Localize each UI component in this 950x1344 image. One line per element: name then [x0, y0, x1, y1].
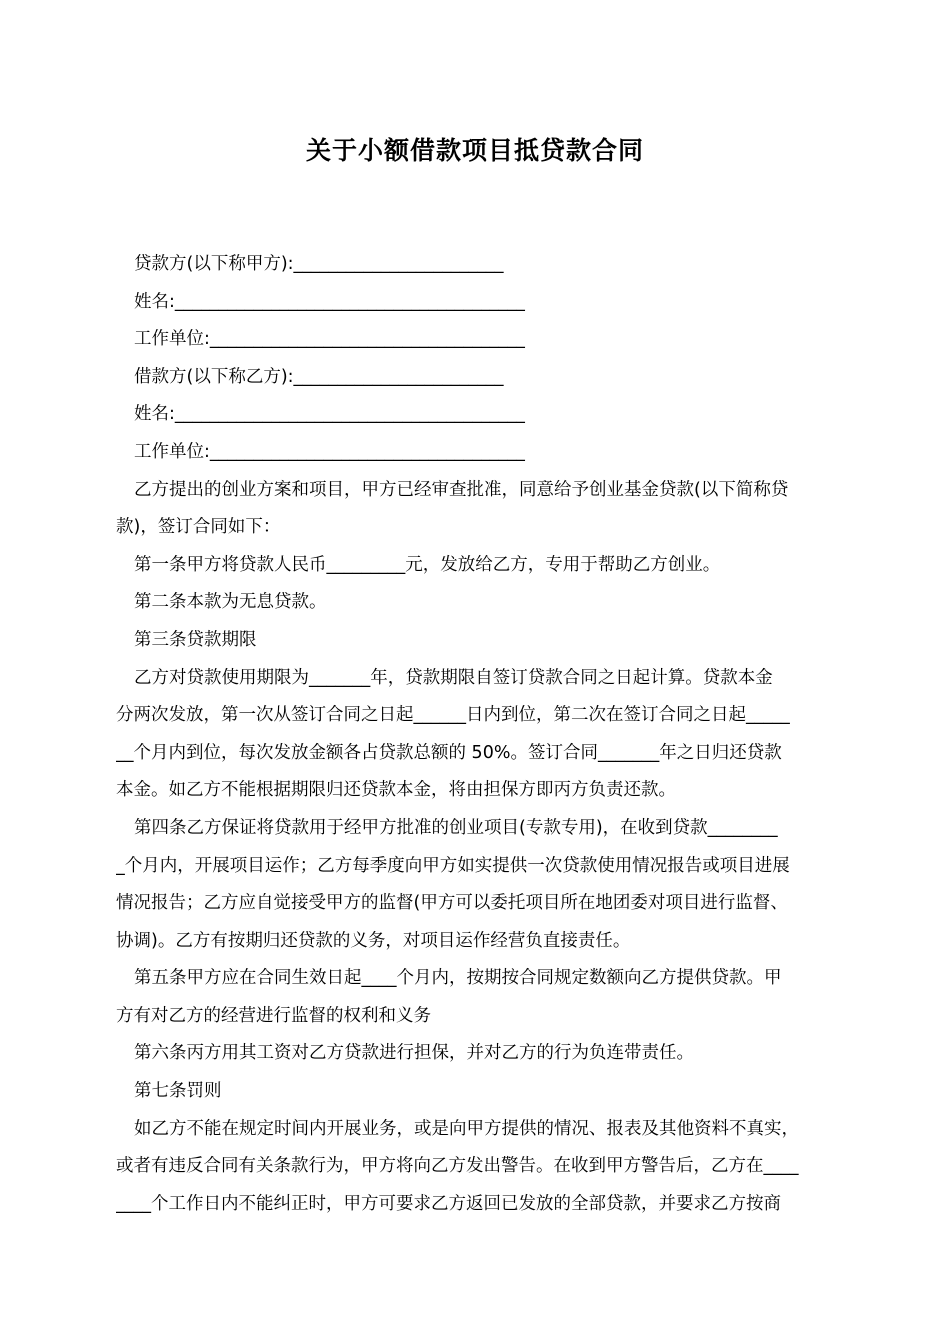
- lender-party-line: 贷款方(以下称甲方):________________________: [134, 254, 504, 274]
- paragraph-line: 协调)。乙方有按期归还贷款的义务，对项目运作经营负直接责任。: [116, 930, 631, 951]
- borrower-name-line: 姓名:________________________________________: [134, 404, 525, 425]
- borrower-party-line: 借款方(以下称乙方):________________________: [134, 366, 504, 387]
- document-body: [116, 246, 838, 1223]
- paragraph-line: __个月内到位，每次发放金额各占贷款总额的 50%。签订合同_______年之日归还贷款: [116, 742, 782, 763]
- paragraph-line: 本金。如乙方不能根据期限归还贷款本金，将由担保方即丙方负责还款。: [116, 780, 676, 801]
- paragraph-line: 乙方对贷款使用期限为_______年，贷款期限自签订贷款合同之日起计算。贷款本金: [134, 667, 773, 688]
- lender-name-line: 姓名:________________________________________: [134, 291, 525, 312]
- paragraph-line: ____个工作日内不能纠正时，甲方可要求乙方返回已发放的全部贷款，并要求乙方按商: [116, 1193, 781, 1214]
- paragraph-line: 乙方提出的创业方案和项目，甲方已经审查批准，同意给予创业基金贷款(以下简称贷: [134, 479, 789, 500]
- paragraph-line: 情况报告；乙方应自觉接受甲方的监督(甲方可以委托项目所在地团委对项目进行监督、: [116, 893, 788, 914]
- paragraph-line: 款)，签订合同如下：: [116, 517, 281, 538]
- lender-employer-line: 工作单位:____________________________________: [134, 329, 525, 350]
- paragraph-line: 分两次发放，第一次从签订合同之日起______日内到位，第二次在签订合同之日起_____: [116, 705, 790, 726]
- article-6-line: 第六条丙方用其工资对乙方贷款进行担保，并对乙方的行为负连带责任。: [134, 1043, 694, 1064]
- document-title: 关于小额借款项目抵贷款合同: [305, 136, 644, 165]
- article-2-line: 第二条本款为无息贷款。: [134, 592, 327, 613]
- borrower-employer-line: 工作单位:____________________________________: [134, 441, 525, 462]
- article-5-line: 第五条甲方应在合同生效日起____个月内，按期按合同规定数额向乙方提供贷款。甲: [134, 968, 782, 989]
- article-1-line: 第一条甲方将贷款人民币_________元，发放给乙方，专用于帮助乙方创业。: [134, 554, 721, 575]
- article-4-line: 第四条乙方保证将贷款用于经甲方批准的创业项目(专款专用)，在收到贷款________: [134, 817, 778, 838]
- paragraph-line: _个月内，开展项目运作；乙方每季度向甲方如实提供一次贷款使用情况报告或项目进展: [116, 855, 790, 876]
- paragraph-line: 如乙方不能在规定时间内开展业务，或是向甲方提供的情况、报表及其他资料不真实，: [134, 1118, 799, 1139]
- article-7-heading: 第七条罚则: [134, 1081, 222, 1102]
- paragraph-line: 或者有违反合同有关条款行为，甲方将向乙方发出警告。在收到甲方警告后，乙方在____: [116, 1156, 799, 1177]
- paragraph-line: 方有对乙方的经营进行监督的权利和义务: [116, 1005, 431, 1026]
- article-3-heading: 第三条贷款期限: [134, 629, 257, 650]
